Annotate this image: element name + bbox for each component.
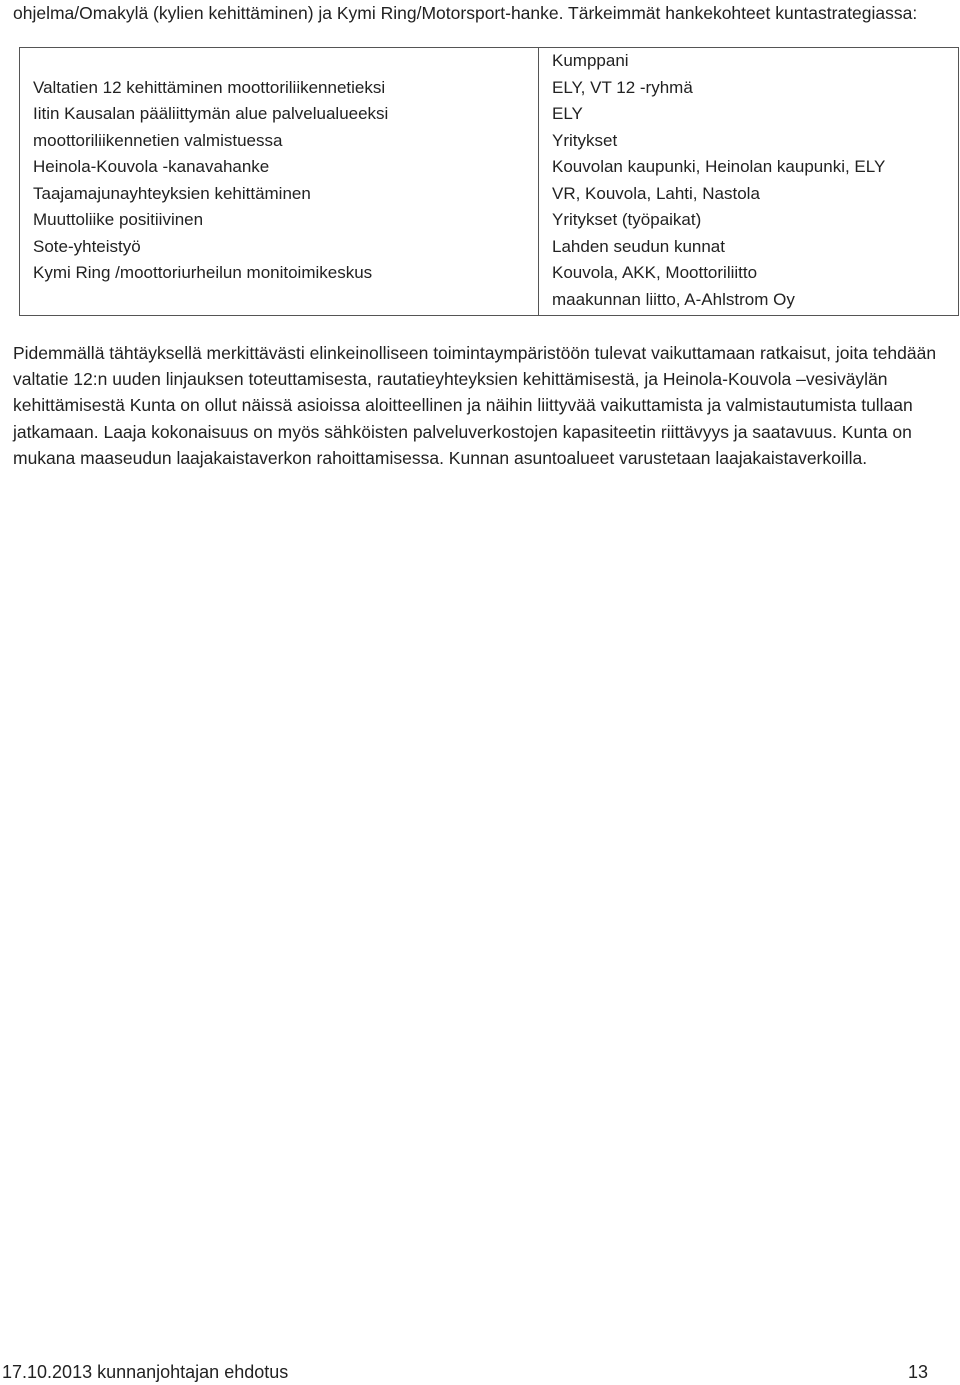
partner-cell: maakunnan liitto, A-Ahlstrom Oy (539, 287, 959, 316)
page-footer (0, 1360, 960, 1385)
table-row (20, 181, 959, 208)
footer-date-label: 17.10.2013 kunnanjohtajan ehdotus (2, 1362, 289, 1382)
partner-cell: Kouvolan kaupunki, Heinolan kaupunki, ELY (539, 154, 959, 181)
partner-cell: ELY, VT 12 -ryhmä (539, 75, 959, 102)
project-cell: Kymi Ring /moottoriurheilun monitoimikeskus (20, 260, 539, 287)
project-cell: Valtatien 12 kehittäminen moottoriliikennetieksi (20, 75, 539, 102)
table-row (20, 75, 959, 102)
table-row (20, 154, 959, 181)
partner-cell: ELY (539, 101, 959, 128)
table-row (20, 234, 959, 261)
partner-cell: Yritykset (työpaikat) (539, 207, 959, 234)
project-cell: Taajamajunayhteyksien kehittäminen (20, 181, 539, 208)
project-cell: Sote-yhteistyö (20, 234, 539, 261)
partner-cell: Lahden seudun kunnat (539, 234, 959, 261)
partner-cell: VR, Kouvola, Lahti, Nastola (539, 181, 959, 208)
page-number: 13 (907, 1362, 928, 1382)
table-header-row (20, 48, 959, 75)
table-row (20, 287, 959, 316)
table-row (20, 128, 959, 155)
project-header (20, 48, 539, 75)
table-row (20, 260, 959, 287)
project-cell: Muuttoliike positiivinen (20, 207, 539, 234)
body-paragraph: Pidemmällä tähtäyksellä merkittävästi elinkeinolliseen toimintaympäristöön tulevat vaikuttamaan ratkaisut, joita tehdään valtatie 12:n uuden linjauksen toteuttamisesta, rautatieyhteyksien kehittämisestä, ja Heinola-Kouvola –vesiväylän kehittämisestä Kunta on ollut näissä asioissa aloitteellinen ja näihin liittyvää vaikuttamista ja valmistautumista tullaan jatkamaan. Laaja kokonaisuus on myös sähköisten palveluverkostojen kapasiteetin riittävyys ja saatavuus. Kunta on mukana maaseudun laajakaistaverkon rahoittamisessa. Kunnan asuntoalueet varustetaan laajakaistaverkoilla. (13, 343, 937, 468)
intro-text: ohjelma/Omakylä (kylien kehittäminen) ja Kymi Ring/Motorsport-hanke. Tärkeimmät hankekohteet kuntastrategiassa: (13, 3, 918, 23)
partner-cell: Kouvola, AKK, Moottoriliitto (539, 260, 959, 287)
table-row (20, 101, 959, 128)
project-cell: moottoriliikennetien valmistuessa (20, 128, 539, 155)
partner-header: Kumppani (539, 48, 959, 75)
partner-cell: Yritykset (539, 128, 959, 155)
project-cell (20, 287, 539, 316)
project-cell: Iitin Kausalan pääliittymän alue palvelualueeksi (20, 101, 539, 128)
partner-table (19, 47, 959, 316)
project-cell: Heinola-Kouvola -kanavahanke (20, 154, 539, 181)
table-row (20, 207, 959, 234)
